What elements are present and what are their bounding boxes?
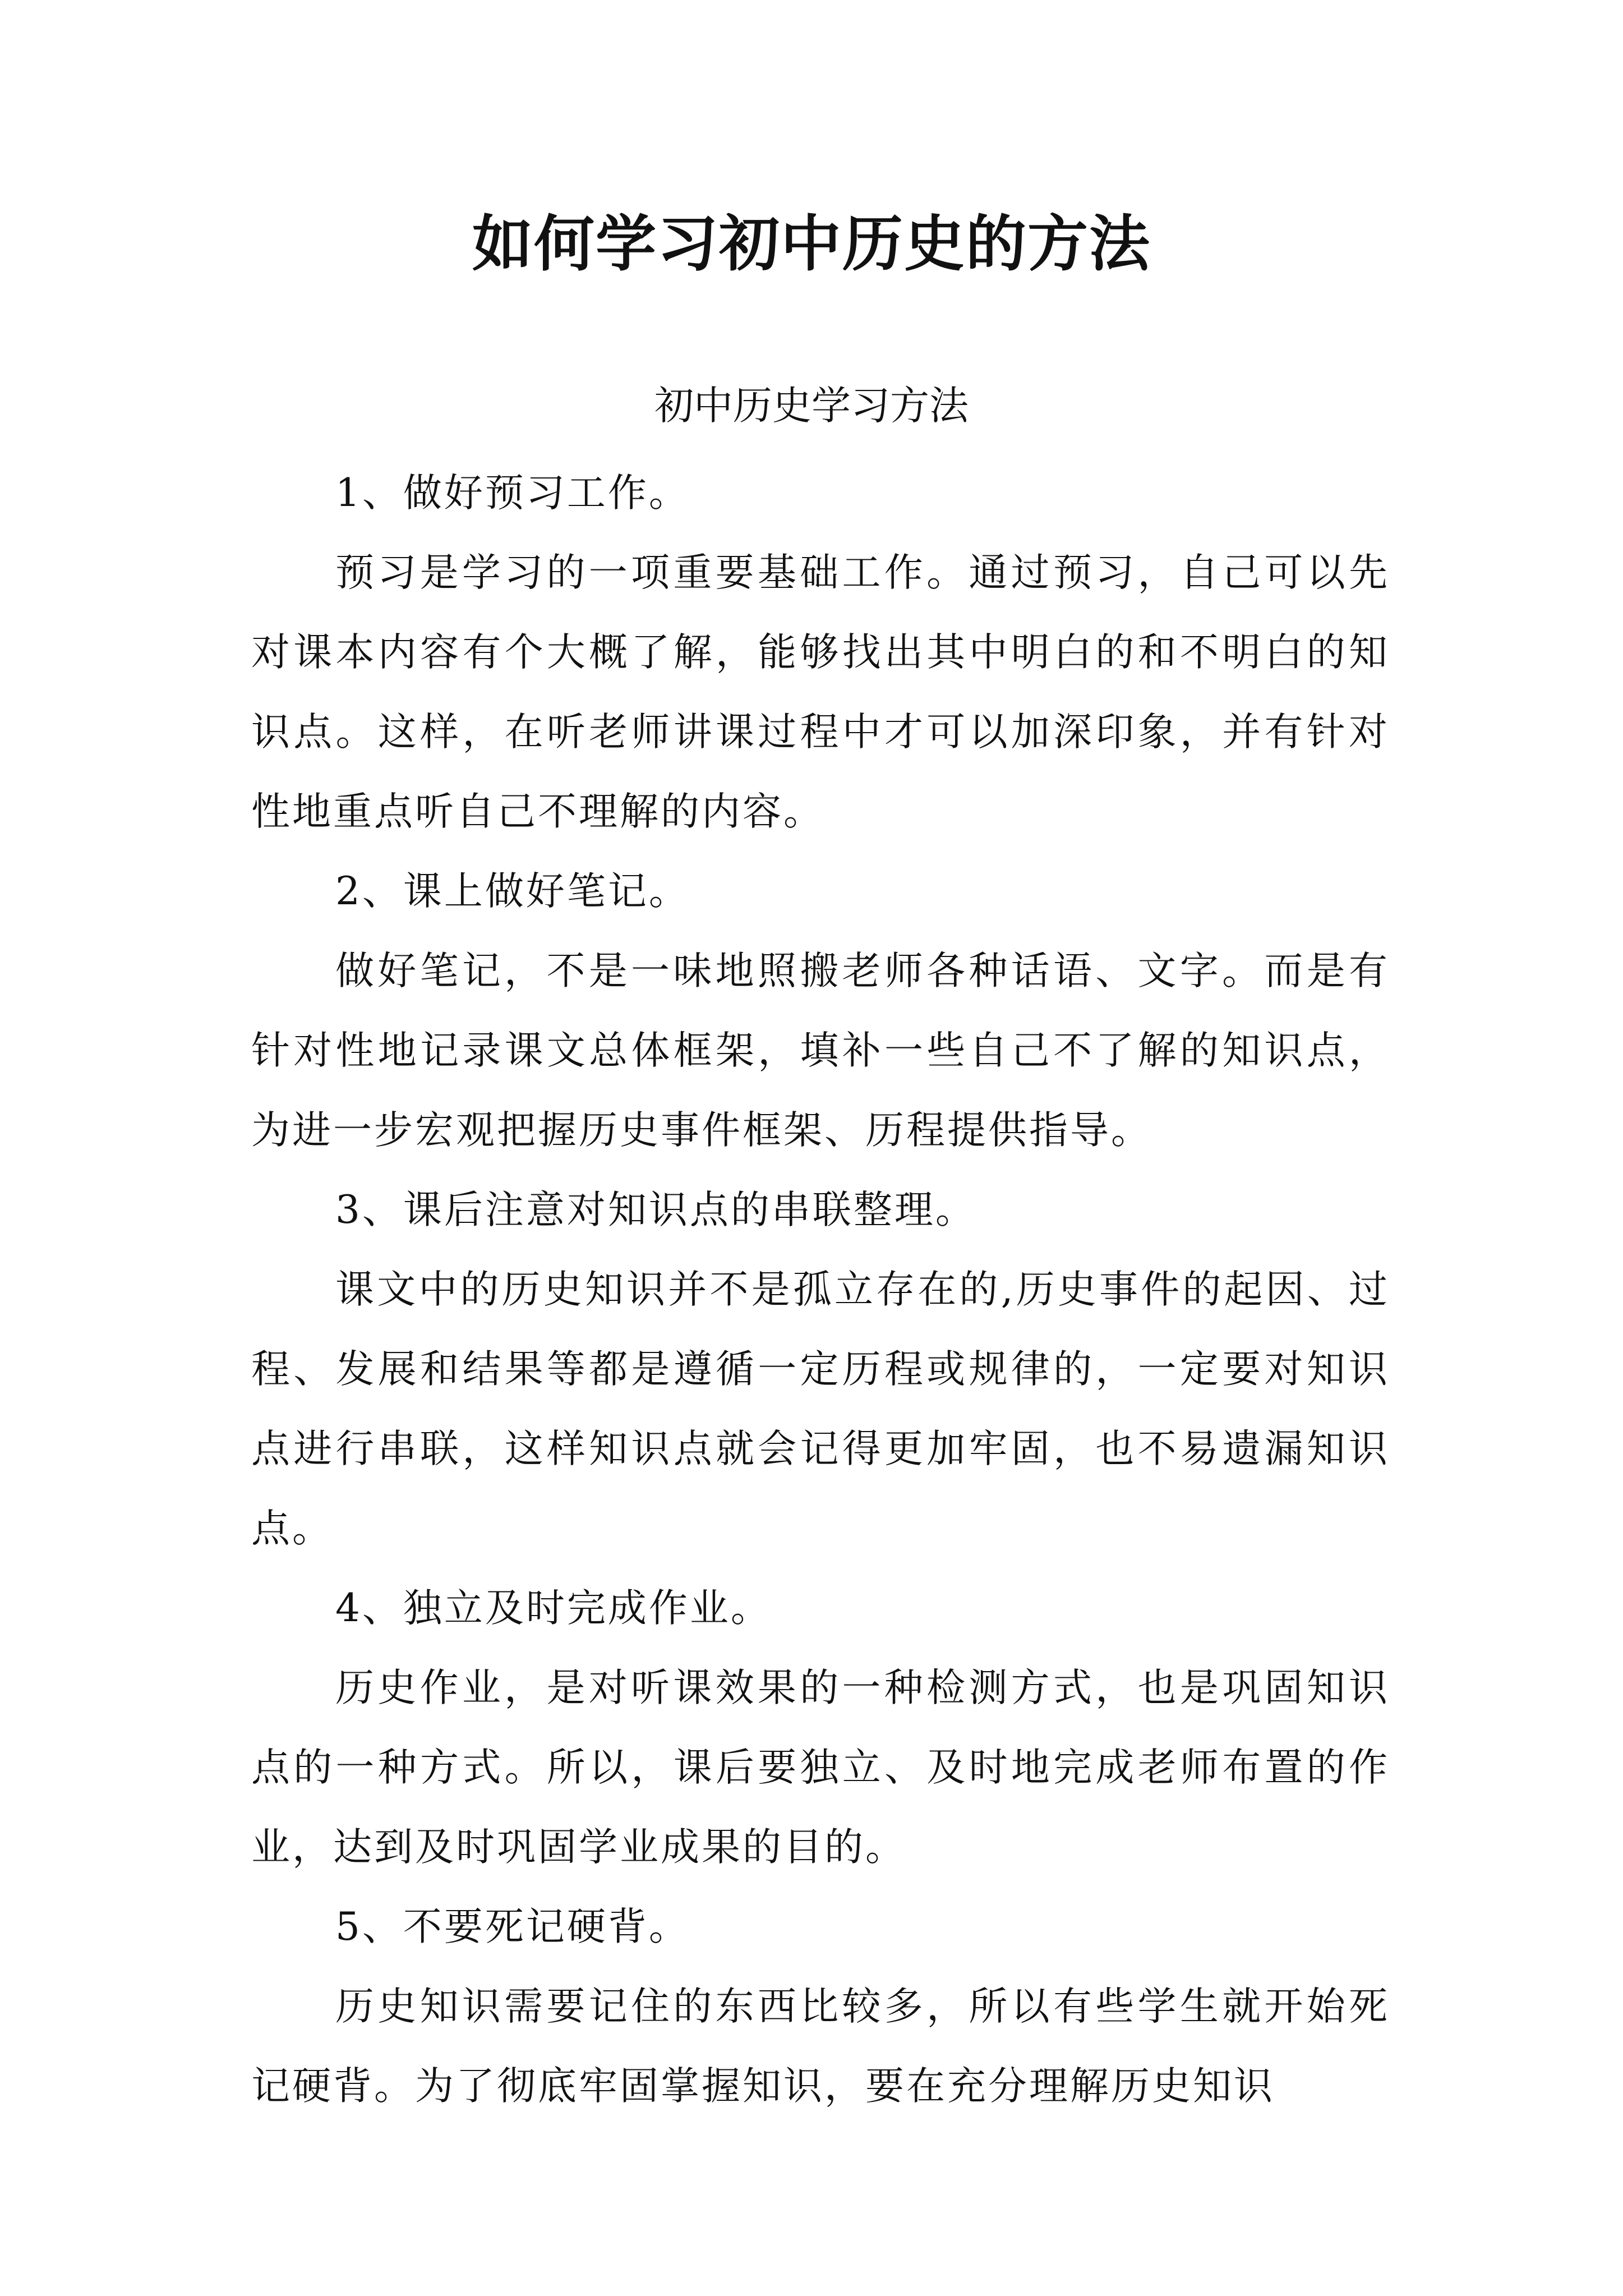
section-heading-preview: 1、做好预习工作。	[335, 471, 690, 516]
section-heading-notes: 2、课上做好笔记。	[335, 869, 690, 914]
section-heading-review: 3、课后注意对知识点的串联整理。	[335, 1188, 976, 1232]
document-title: 如何学习初中历史的方法	[472, 209, 1151, 279]
body-paragraph-preview: 预习是学习的一项重要基础工作。通过预习，自己可以先对课本内容有个大概了解，能够找出其中明白的和不明白的知识点。这样，在听老师讲课过程中才可以加深印象，并有针对性地重点听自己不理解的内容。	[251, 550, 1390, 834]
body-paragraph-review: 课文中的历史知识并不是孤立存在的,历史事件的起因、过程、发展和结果等都是遵循一定历程或规律的，一定要对知识点进行串联，这样知识点就会记得更加牢固，也不易遗漏知识点。	[251, 1267, 1390, 1551]
document-body	[251, 453, 1390, 2126]
section-heading-homework: 4、独立及时完成作业。	[335, 1586, 772, 1631]
section-heading-memorization: 5、不要死记硬背。	[335, 1904, 690, 1949]
body-paragraph-homework: 历史作业，是对听课效果的一种检测方式，也是巩固知识点的一种方式。所以，课后要独立、及时地完成老师布置的作业，达到及时巩固学业成果的目的。	[251, 1665, 1390, 1870]
document-subtitle: 初中历史学习方法	[654, 383, 969, 429]
body-paragraph-memorization: 历史知识需要记住的东西比较多，所以有些学生就开始死记硬背。为了彻底牢固掌握知识，要在充分理解历史知识	[251, 1984, 1390, 2109]
body-paragraph-notes: 做好笔记，不是一味地照搬老师各种话语、文字。而是有针对性地记录课文总体框架，填补一些自己不了解的知识点，为进一步宏观把握历史事件框架、历程提供指导。	[251, 949, 1390, 1153]
